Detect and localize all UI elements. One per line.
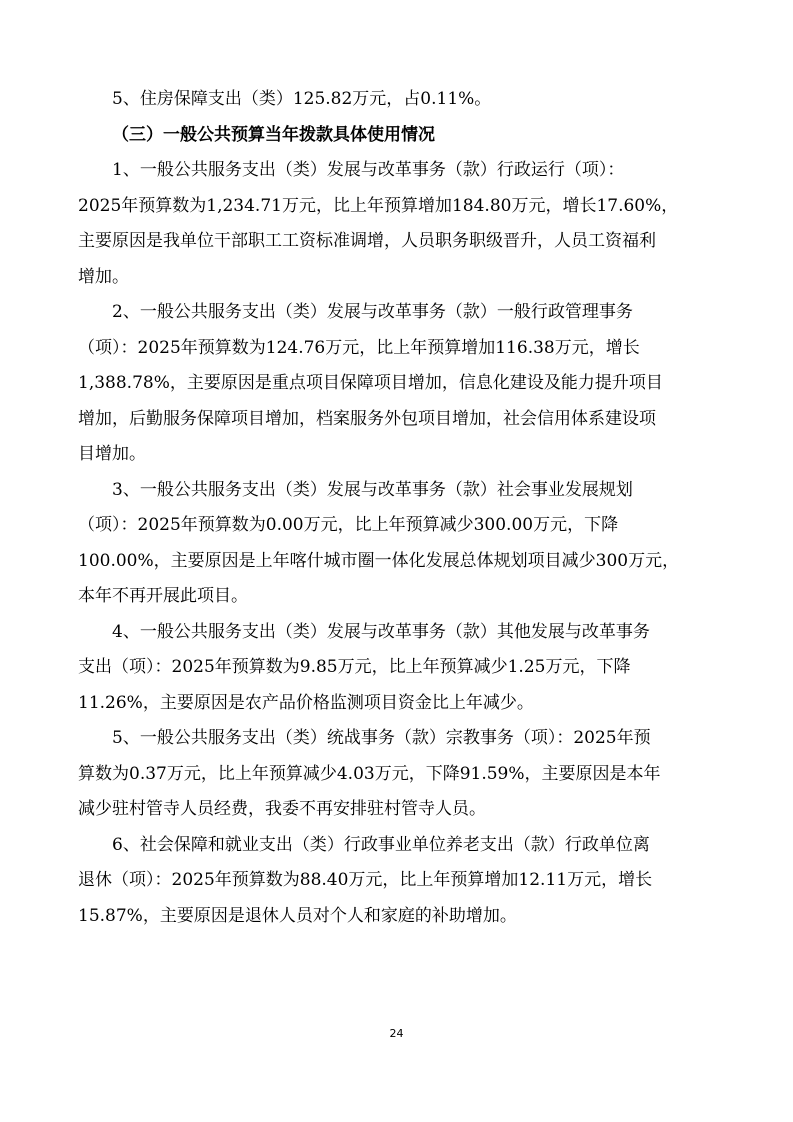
item-6-line-1: 6、社会保障和就业支出（类）行政事业单位养老支出（款）行政单位离 (112, 834, 650, 855)
item-4-line-3: 11.26%，主要原因是农产品价格监测项目资金比上年减少。 (78, 692, 534, 713)
item-5-line-2: 算数为0.37万元，比上年预算减少4.03万元，下降91.59%，主要原因是本年 (78, 763, 661, 784)
body-text (78, 82, 718, 934)
item-5-line-3: 减少驻村管寺人员经费，我委不再安排驻村管寺人员。 (78, 799, 486, 819)
item-3-line-2: （项）：2025年预算数为0.00万元，比上年预算减少300.00万元，下降 (78, 515, 619, 535)
paragraph-housing-line: 5、住房保障支出（类）125.82万元，占0.11%。 (112, 89, 492, 109)
item-6-line-3: 15.87%，主要原因是退休人员对个人和家庭的补助增加。 (78, 905, 517, 926)
item-2-line-1: 2、一般公共服务支出（类）发展与改革事务（款）一般行政管理事务 (112, 302, 633, 322)
item-1-line-1: 1、一般公共服务支出（类）发展与改革事务（款）行政运行（项）： (112, 160, 625, 180)
section-heading: （三）一般公共预算当年拨款具体使用情况 (112, 124, 435, 145)
item-2-line-2: （项）：2025年预算数为124.76万元，比上年预算增加116.38万元，增长 (78, 337, 640, 358)
item-3-line-3: 100.00%，主要原因是上年喀什城市圈一体化发展总体规划项目减少300万元， (78, 550, 680, 571)
item-2-line-3: 1,388.78%，主要原因是重点项目保障项目增加，信息化建设及能力提升项目 (78, 373, 663, 393)
item-3-line-4: 本年不再开展此项目。 (78, 586, 248, 606)
item-1-line-2: 2025年预算数为1,234.71万元，比上年预算增加184.80万元，增长17.60%， (78, 195, 679, 216)
item-5-line-1: 5、一般公共服务支出（类）统战事务（款）宗教事务（项）：2025年预 (112, 728, 651, 748)
item-4-line-1: 4、一般公共服务支出（类）发展与改革事务（款）其他发展与改革事务 (112, 621, 650, 642)
item-6-line-2: 退休（项）：2025年预算数为88.40万元，比上年预算增加12.11万元，增长 (78, 870, 653, 890)
item-1-line-3: 主要原因是我单位干部职工工资标准调增，人员职务职级晋升，人员工资福利 (78, 231, 656, 251)
page-number: 24 (389, 1027, 404, 1040)
item-3-line-1: 3、一般公共服务支出（类）发展与改革事务（款）社会事业发展规划 (112, 479, 633, 500)
item-2-line-5: 目增加。 (78, 444, 146, 464)
item-2-line-4: 增加，后勤服务保障项目增加，档案服务外包项目增加，社会信用体系建设项 (78, 408, 656, 429)
item-1-line-4: 增加。 (78, 266, 129, 287)
item-4-line-2: 支出（项）：2025年预算数为9.85万元，比上年预算减少1.25万元，下降 (78, 657, 631, 677)
